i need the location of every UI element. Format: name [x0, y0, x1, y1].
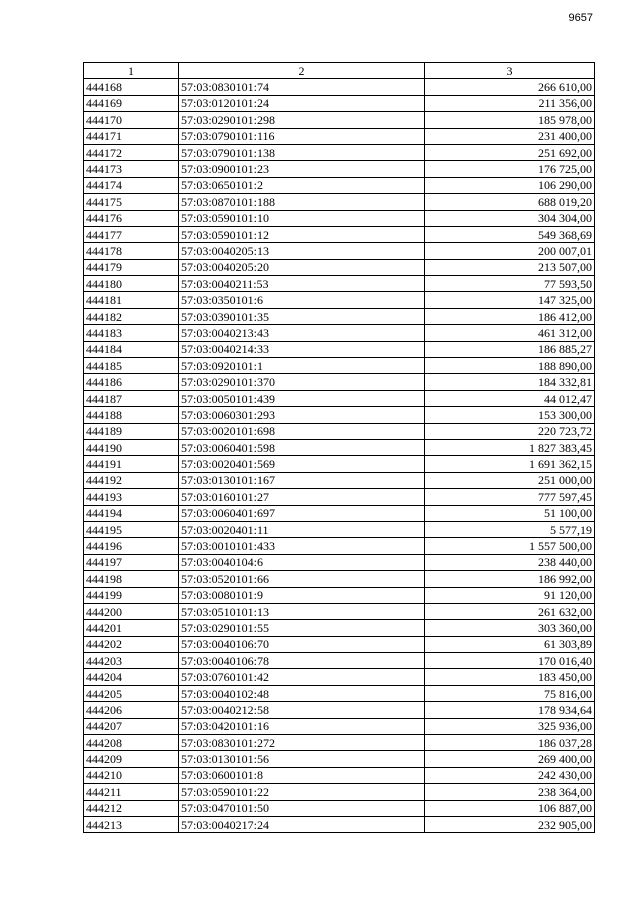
value-cell: 461 312,00	[425, 325, 595, 341]
table-row	[84, 456, 595, 472]
cadastral-number-cell: 57:03:0040213:43	[179, 325, 425, 341]
cadastral-number-cell: 57:03:0290101:55	[179, 620, 425, 636]
cadastral-number-cell: 57:03:0790101:138	[179, 144, 425, 160]
cadastral-number-cell: 57:03:0040211:53	[179, 276, 425, 292]
cadastral-number-cell: 57:03:0120101:24	[179, 95, 425, 111]
table-row	[84, 439, 595, 455]
value-cell: 211 356,00	[425, 95, 595, 111]
record-number-cell: 444185	[84, 358, 179, 374]
table-row	[84, 653, 595, 669]
cadastral-number-cell: 57:03:0040104:6	[179, 554, 425, 570]
record-number-cell: 444204	[84, 669, 179, 685]
column-header-2: 2	[179, 63, 425, 79]
record-number-cell: 444180	[84, 276, 179, 292]
table-row	[84, 423, 595, 439]
value-cell: 106 887,00	[425, 800, 595, 816]
cadastral-number-cell: 57:03:0420101:16	[179, 718, 425, 734]
record-number-cell: 444168	[84, 79, 179, 95]
table-row	[84, 767, 595, 783]
cadastral-number-cell: 57:03:0390101:35	[179, 308, 425, 324]
table-row	[84, 669, 595, 685]
cadastral-number-cell: 57:03:0050101:439	[179, 390, 425, 406]
table-row	[84, 161, 595, 177]
value-cell: 304 304,00	[425, 210, 595, 226]
table-row	[84, 259, 595, 275]
table-row	[84, 95, 595, 111]
value-cell: 266 610,00	[425, 79, 595, 95]
value-cell: 238 364,00	[425, 784, 595, 800]
table-row	[84, 226, 595, 242]
value-cell: 91 120,00	[425, 587, 595, 603]
value-cell: 147 325,00	[425, 292, 595, 308]
cadastral-number-cell: 57:03:0470101:50	[179, 800, 425, 816]
value-cell: 231 400,00	[425, 128, 595, 144]
table-row	[84, 816, 595, 832]
cadastral-number-cell: 57:03:0040205:13	[179, 243, 425, 259]
record-number-cell: 444178	[84, 243, 179, 259]
table-row	[84, 325, 595, 341]
record-number-cell: 444191	[84, 456, 179, 472]
value-cell: 242 430,00	[425, 767, 595, 783]
cadastral-number-cell: 57:03:0040106:70	[179, 636, 425, 652]
record-number-cell: 444197	[84, 554, 179, 570]
table-body	[84, 79, 595, 833]
value-cell: 5 577,19	[425, 521, 595, 537]
value-cell: 238 440,00	[425, 554, 595, 570]
table-row	[84, 210, 595, 226]
value-cell: 688 019,20	[425, 194, 595, 210]
cadastral-number-cell: 57:03:0760101:42	[179, 669, 425, 685]
record-number-cell: 444205	[84, 685, 179, 701]
value-cell: 186 885,27	[425, 341, 595, 357]
cadastral-number-cell: 57:03:0600101:8	[179, 767, 425, 783]
cadastral-number-cell: 57:03:0040212:58	[179, 702, 425, 718]
table-row	[84, 685, 595, 701]
value-cell: 549 368,69	[425, 226, 595, 242]
record-number-cell: 444202	[84, 636, 179, 652]
value-cell: 106 290,00	[425, 177, 595, 193]
record-number-cell: 444179	[84, 259, 179, 275]
table-row	[84, 144, 595, 160]
value-cell: 269 400,00	[425, 751, 595, 767]
value-cell: 213 507,00	[425, 259, 595, 275]
cadastral-number-cell: 57:03:0920101:1	[179, 358, 425, 374]
table-row	[84, 735, 595, 751]
table-row	[84, 472, 595, 488]
table-row	[84, 718, 595, 734]
table-row	[84, 177, 595, 193]
cadastral-number-cell: 57:03:0350101:6	[179, 292, 425, 308]
record-number-cell: 444209	[84, 751, 179, 767]
record-number-cell: 444211	[84, 784, 179, 800]
table-row	[84, 505, 595, 521]
value-cell: 176 725,00	[425, 161, 595, 177]
value-cell: 303 360,00	[425, 620, 595, 636]
record-number-cell: 444183	[84, 325, 179, 341]
table-row	[84, 341, 595, 357]
value-cell: 1 827 383,45	[425, 439, 595, 455]
table-row	[84, 489, 595, 505]
record-number-cell: 444173	[84, 161, 179, 177]
value-cell: 51 100,00	[425, 505, 595, 521]
value-cell: 185 978,00	[425, 112, 595, 128]
table-row	[84, 194, 595, 210]
value-cell: 170 016,40	[425, 653, 595, 669]
data-table	[83, 62, 595, 833]
record-number-cell: 444177	[84, 226, 179, 242]
cadastral-number-cell: 57:03:0060301:293	[179, 407, 425, 423]
record-number-cell: 444172	[84, 144, 179, 160]
value-cell: 61 303,89	[425, 636, 595, 652]
record-number-cell: 444196	[84, 538, 179, 554]
cadastral-number-cell: 57:03:0520101:66	[179, 571, 425, 587]
cadastral-number-cell: 57:03:0130101:56	[179, 751, 425, 767]
table-row	[84, 603, 595, 619]
value-cell: 184 332,81	[425, 374, 595, 390]
table-row	[84, 784, 595, 800]
table-header	[84, 63, 595, 79]
value-cell: 1 557 500,00	[425, 538, 595, 554]
cadastral-number-cell: 57:03:0060401:598	[179, 439, 425, 455]
cadastral-number-cell: 57:03:0040106:78	[179, 653, 425, 669]
value-cell: 44 012,47	[425, 390, 595, 406]
record-number-cell: 444188	[84, 407, 179, 423]
cadastral-number-cell: 57:03:0020401:11	[179, 521, 425, 537]
record-number-cell: 444181	[84, 292, 179, 308]
cadastral-number-cell: 57:03:0020401:569	[179, 456, 425, 472]
cadastral-number-cell: 57:03:0160101:27	[179, 489, 425, 505]
record-number-cell: 444200	[84, 603, 179, 619]
cadastral-number-cell: 57:03:0130101:167	[179, 472, 425, 488]
cadastral-number-cell: 57:03:0510101:13	[179, 603, 425, 619]
cadastral-number-cell: 57:03:0590101:10	[179, 210, 425, 226]
table-row	[84, 407, 595, 423]
record-number-cell: 444210	[84, 767, 179, 783]
cadastral-number-cell: 57:03:0080101:9	[179, 587, 425, 603]
table-row	[84, 702, 595, 718]
value-cell: 325 936,00	[425, 718, 595, 734]
value-cell: 153 300,00	[425, 407, 595, 423]
table-row	[84, 243, 595, 259]
table-row	[84, 112, 595, 128]
value-cell: 251 000,00	[425, 472, 595, 488]
record-number-cell: 444182	[84, 308, 179, 324]
value-cell: 75 816,00	[425, 685, 595, 701]
record-number-cell: 444189	[84, 423, 179, 439]
value-cell: 777 597,45	[425, 489, 595, 505]
table-row	[84, 374, 595, 390]
record-number-cell: 444169	[84, 95, 179, 111]
column-header-1: 1	[84, 63, 179, 79]
table-row	[84, 521, 595, 537]
cadastral-number-cell: 57:03:0020101:698	[179, 423, 425, 439]
value-cell: 183 450,00	[425, 669, 595, 685]
record-number-cell: 444186	[84, 374, 179, 390]
value-cell: 232 905,00	[425, 816, 595, 832]
value-cell: 186 992,00	[425, 571, 595, 587]
cadastral-number-cell: 57:03:0290101:298	[179, 112, 425, 128]
page-number: 9657	[568, 12, 593, 24]
value-cell: 188 890,00	[425, 358, 595, 374]
table-row	[84, 571, 595, 587]
record-number-cell: 444212	[84, 800, 179, 816]
record-number-cell: 444203	[84, 653, 179, 669]
table-row	[84, 587, 595, 603]
record-number-cell: 444198	[84, 571, 179, 587]
table-row	[84, 751, 595, 767]
table-row	[84, 620, 595, 636]
value-cell: 77 593,50	[425, 276, 595, 292]
record-number-cell: 444176	[84, 210, 179, 226]
table-row	[84, 390, 595, 406]
record-number-cell: 444206	[84, 702, 179, 718]
table-row	[84, 292, 595, 308]
table-row	[84, 800, 595, 816]
record-number-cell: 444170	[84, 112, 179, 128]
record-number-cell: 444213	[84, 816, 179, 832]
cadastral-number-cell: 57:03:0040102:48	[179, 685, 425, 701]
value-cell: 251 692,00	[425, 144, 595, 160]
table-header-row	[84, 63, 595, 79]
cadastral-number-cell: 57:03:0790101:116	[179, 128, 425, 144]
cadastral-number-cell: 57:03:0900101:23	[179, 161, 425, 177]
record-number-cell: 444199	[84, 587, 179, 603]
value-cell: 261 632,00	[425, 603, 595, 619]
record-number-cell: 444194	[84, 505, 179, 521]
cadastral-number-cell: 57:03:0590101:22	[179, 784, 425, 800]
record-number-cell: 444190	[84, 439, 179, 455]
record-number-cell: 444201	[84, 620, 179, 636]
cadastral-number-cell: 57:03:0830101:74	[179, 79, 425, 95]
cadastral-number-cell: 57:03:0040205:20	[179, 259, 425, 275]
record-number-cell: 444208	[84, 735, 179, 751]
cadastral-number-cell: 57:03:0830101:272	[179, 735, 425, 751]
record-number-cell: 444193	[84, 489, 179, 505]
value-cell: 200 007,01	[425, 243, 595, 259]
cadastral-number-cell: 57:03:0040217:24	[179, 816, 425, 832]
cadastral-number-cell: 57:03:0040214:33	[179, 341, 425, 357]
record-number-cell: 444187	[84, 390, 179, 406]
record-number-cell: 444192	[84, 472, 179, 488]
cadastral-number-cell: 57:03:0590101:12	[179, 226, 425, 242]
value-cell: 1 691 362,15	[425, 456, 595, 472]
table-row	[84, 276, 595, 292]
table-row	[84, 128, 595, 144]
cadastral-number-cell: 57:03:0650101:2	[179, 177, 425, 193]
table-row	[84, 308, 595, 324]
table-row	[84, 358, 595, 374]
table-row	[84, 79, 595, 95]
table-row	[84, 636, 595, 652]
table-row	[84, 538, 595, 554]
record-number-cell: 444175	[84, 194, 179, 210]
value-cell: 220 723,72	[425, 423, 595, 439]
record-number-cell: 444184	[84, 341, 179, 357]
cadastral-number-cell: 57:03:0010101:433	[179, 538, 425, 554]
cadastral-number-cell: 57:03:0060401:697	[179, 505, 425, 521]
cadastral-number-cell: 57:03:0870101:188	[179, 194, 425, 210]
table-row	[84, 554, 595, 570]
column-header-3: 3	[425, 63, 595, 79]
cadastral-number-cell: 57:03:0290101:370	[179, 374, 425, 390]
record-number-cell: 444174	[84, 177, 179, 193]
record-number-cell: 444171	[84, 128, 179, 144]
value-cell: 178 934,64	[425, 702, 595, 718]
value-cell: 186 412,00	[425, 308, 595, 324]
record-number-cell: 444195	[84, 521, 179, 537]
value-cell: 186 037,28	[425, 735, 595, 751]
record-number-cell: 444207	[84, 718, 179, 734]
